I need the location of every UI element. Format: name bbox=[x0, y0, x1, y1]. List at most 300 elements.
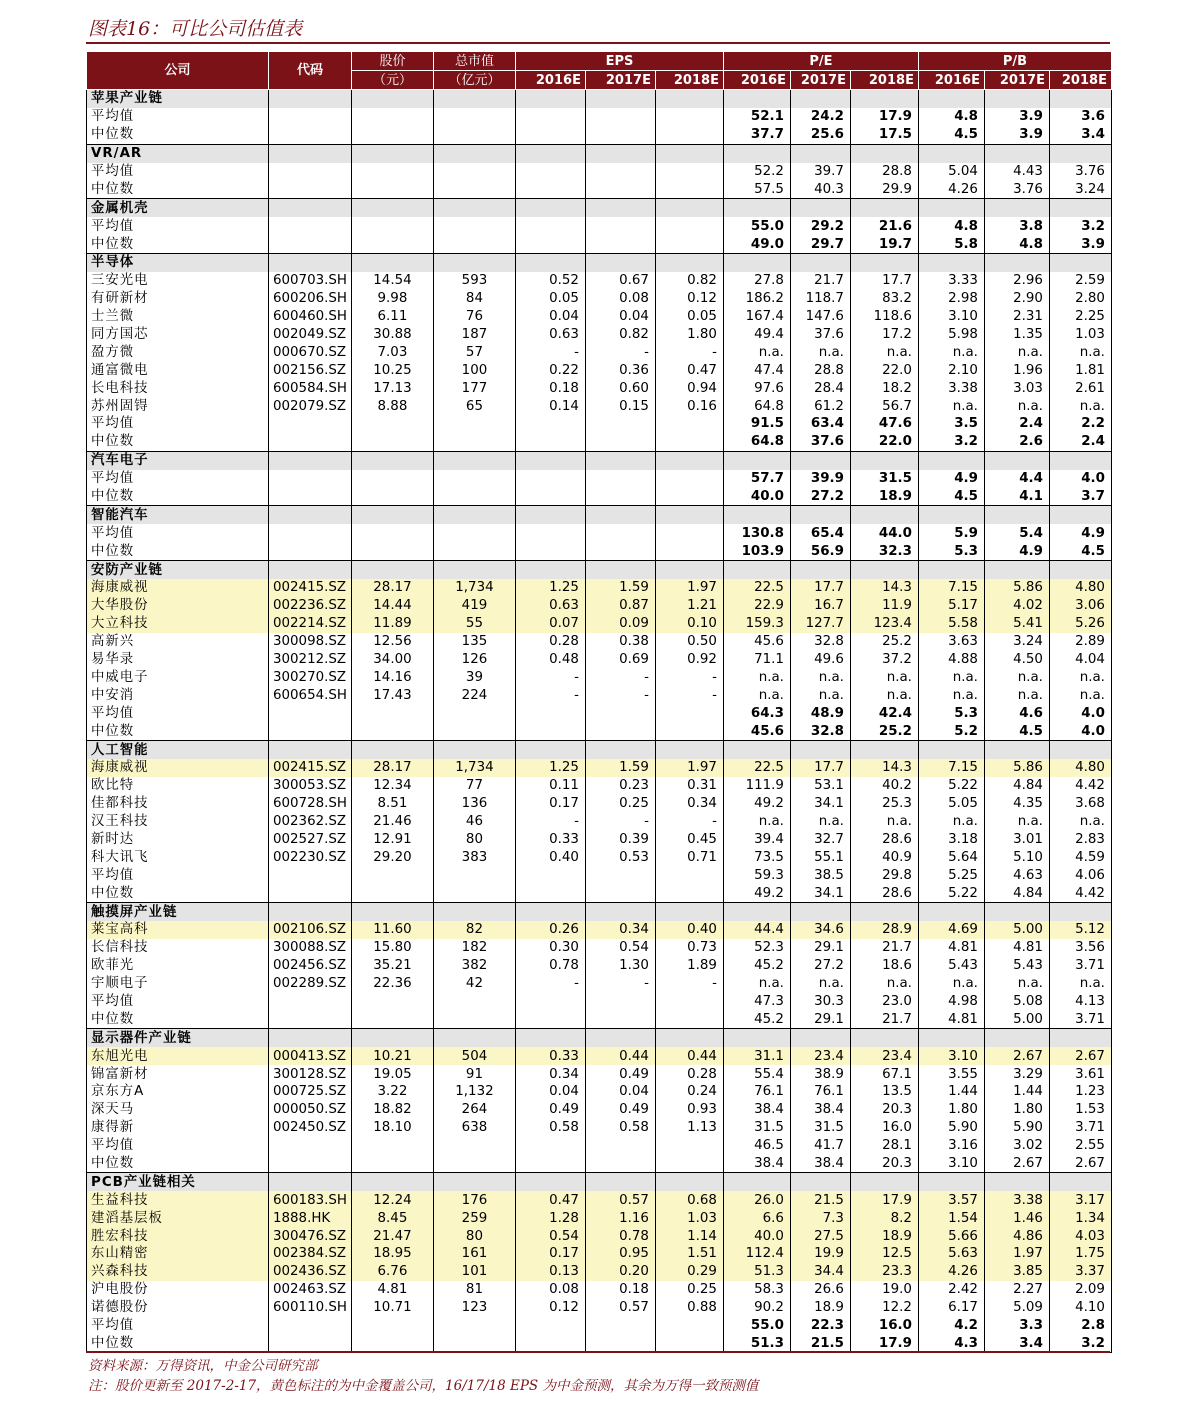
value-cell: 1.59 bbox=[585, 759, 655, 777]
value-cell: 177 bbox=[433, 379, 515, 397]
value-cell: 0.78 bbox=[515, 957, 585, 975]
value-cell bbox=[585, 180, 655, 198]
value-cell: 4.02 bbox=[984, 597, 1049, 615]
header-year: 2018E bbox=[850, 71, 918, 90]
company-name: 中位数 bbox=[87, 1334, 269, 1352]
value-cell: 31.1 bbox=[723, 1047, 790, 1065]
empty-cell bbox=[515, 254, 585, 272]
value-cell: 1.97 bbox=[655, 759, 723, 777]
empty-cell bbox=[515, 903, 585, 921]
value-cell: 1.54 bbox=[918, 1209, 984, 1227]
table-row bbox=[87, 1191, 1112, 1209]
empty-cell bbox=[1049, 903, 1111, 921]
value-cell: 0.82 bbox=[585, 326, 655, 344]
value-cell: 7.15 bbox=[918, 759, 984, 777]
value-cell: 4.5 bbox=[918, 126, 984, 144]
value-cell: - bbox=[655, 669, 723, 687]
ticker-code: 600110.SH bbox=[269, 1299, 352, 1317]
value-cell: 0.87 bbox=[585, 597, 655, 615]
value-cell: 0.04 bbox=[515, 1083, 585, 1101]
table-row bbox=[87, 939, 1112, 957]
value-cell: 0.54 bbox=[515, 1227, 585, 1245]
value-cell bbox=[433, 866, 515, 884]
value-cell bbox=[585, 470, 655, 488]
value-cell: 39.9 bbox=[790, 470, 850, 488]
value-cell: 6.11 bbox=[351, 308, 433, 326]
value-cell: 4.81 bbox=[351, 1281, 433, 1299]
value-cell bbox=[585, 163, 655, 181]
value-cell: 2.67 bbox=[1049, 1047, 1111, 1065]
empty-cell bbox=[515, 741, 585, 759]
value-cell: 12.5 bbox=[850, 1245, 918, 1263]
company-name: 盈方微 bbox=[87, 343, 269, 361]
value-cell bbox=[655, 433, 723, 451]
value-cell: 4.9 bbox=[984, 542, 1049, 560]
value-cell: 2.55 bbox=[1049, 1137, 1111, 1155]
value-cell: 382 bbox=[433, 957, 515, 975]
value-cell bbox=[585, 722, 655, 740]
value-cell: 4.3 bbox=[918, 1334, 984, 1352]
table-row bbox=[87, 1209, 1112, 1227]
value-cell: 5.3 bbox=[918, 704, 984, 722]
value-cell: 10.25 bbox=[351, 361, 433, 379]
value-cell: 57.7 bbox=[723, 470, 790, 488]
value-cell: 0.17 bbox=[515, 1245, 585, 1263]
value-cell: 45.2 bbox=[723, 957, 790, 975]
value-cell: 21.47 bbox=[351, 1227, 433, 1245]
value-cell: 25.6 bbox=[790, 126, 850, 144]
table-row bbox=[87, 1101, 1112, 1119]
value-cell bbox=[351, 884, 433, 902]
value-cell: 18.9 bbox=[790, 1299, 850, 1317]
table-row bbox=[87, 433, 1112, 451]
header-year: 2016E bbox=[515, 71, 585, 90]
value-cell: 0.28 bbox=[655, 1065, 723, 1083]
value-cell: 76.1 bbox=[723, 1083, 790, 1101]
value-cell: 1.44 bbox=[918, 1083, 984, 1101]
empty-cell bbox=[433, 1029, 515, 1047]
value-cell: 0.29 bbox=[655, 1263, 723, 1281]
value-cell: 77 bbox=[433, 777, 515, 795]
table-row bbox=[87, 1299, 1112, 1317]
value-cell: 4.5 bbox=[1049, 542, 1111, 560]
empty-cell bbox=[723, 451, 790, 469]
header-company: 公司 bbox=[87, 52, 269, 90]
value-cell: 0.60 bbox=[585, 379, 655, 397]
value-cell: 49.4 bbox=[723, 326, 790, 344]
value-cell: 44.4 bbox=[723, 921, 790, 939]
value-cell: 52.1 bbox=[723, 108, 790, 126]
empty-cell bbox=[515, 561, 585, 579]
empty-cell bbox=[1049, 254, 1111, 272]
company-name: 中位数 bbox=[87, 542, 269, 560]
table-row bbox=[87, 415, 1112, 433]
table-row bbox=[87, 1083, 1112, 1101]
value-cell: 0.28 bbox=[515, 633, 585, 651]
value-cell: 3.7 bbox=[1049, 488, 1111, 506]
value-cell: 22.0 bbox=[850, 361, 918, 379]
section-name: 安防产业链 bbox=[87, 561, 269, 579]
value-cell: 224 bbox=[433, 686, 515, 704]
value-cell: 29.20 bbox=[351, 848, 433, 866]
company-name: 东旭光电 bbox=[87, 1047, 269, 1065]
value-cell: 14.16 bbox=[351, 669, 433, 687]
value-cell: 5.86 bbox=[984, 759, 1049, 777]
header-mktcap-unit: （亿元） bbox=[433, 71, 515, 90]
ticker-code: 002079.SZ bbox=[269, 397, 352, 415]
value-cell bbox=[655, 542, 723, 560]
value-cell: 4.0 bbox=[1049, 704, 1111, 722]
value-cell: 21.7 bbox=[850, 1010, 918, 1028]
value-cell: 0.04 bbox=[585, 308, 655, 326]
value-cell: 5.05 bbox=[918, 795, 984, 813]
empty-cell bbox=[269, 254, 352, 272]
value-cell: 0.49 bbox=[585, 1101, 655, 1119]
value-cell bbox=[433, 217, 515, 235]
company-name: 平均值 bbox=[87, 1317, 269, 1335]
value-cell: 1.46 bbox=[984, 1209, 1049, 1227]
value-cell bbox=[655, 488, 723, 506]
company-name: 中位数 bbox=[87, 235, 269, 253]
company-name: 中威电子 bbox=[87, 669, 269, 687]
value-cell: 67.1 bbox=[850, 1065, 918, 1083]
value-cell: n.a. bbox=[790, 975, 850, 993]
value-cell: 81 bbox=[433, 1281, 515, 1299]
value-cell: 55.1 bbox=[790, 848, 850, 866]
value-cell: 4.69 bbox=[918, 921, 984, 939]
value-cell: 176 bbox=[433, 1191, 515, 1209]
value-cell: 5.4 bbox=[984, 524, 1049, 542]
value-cell: 0.20 bbox=[585, 1263, 655, 1281]
company-name: 诺德股份 bbox=[87, 1299, 269, 1317]
value-cell: 0.57 bbox=[585, 1299, 655, 1317]
table-row bbox=[87, 579, 1112, 597]
empty-cell bbox=[850, 199, 918, 217]
value-cell: 17.43 bbox=[351, 686, 433, 704]
ticker-code bbox=[269, 488, 352, 506]
value-cell: 2.27 bbox=[984, 1281, 1049, 1299]
ticker-code: 300053.SZ bbox=[269, 777, 352, 795]
value-cell bbox=[655, 1010, 723, 1028]
value-cell: 0.30 bbox=[515, 939, 585, 957]
value-cell: 12.34 bbox=[351, 777, 433, 795]
ticker-code: 600206.SH bbox=[269, 290, 352, 308]
company-name: 高新兴 bbox=[87, 633, 269, 651]
empty-cell bbox=[433, 1173, 515, 1191]
value-cell bbox=[585, 1155, 655, 1173]
value-cell: 264 bbox=[433, 1101, 515, 1119]
company-name: 佳都科技 bbox=[87, 795, 269, 813]
value-cell: - bbox=[585, 686, 655, 704]
value-cell bbox=[515, 235, 585, 253]
value-cell: 130.8 bbox=[723, 524, 790, 542]
company-name: 中位数 bbox=[87, 1010, 269, 1028]
table-row bbox=[87, 759, 1112, 777]
footnotes bbox=[88, 1356, 758, 1396]
value-cell: 383 bbox=[433, 848, 515, 866]
value-cell: 21.5 bbox=[790, 1334, 850, 1352]
value-cell: 0.71 bbox=[655, 848, 723, 866]
value-cell: 76 bbox=[433, 308, 515, 326]
value-cell: 55.0 bbox=[723, 1317, 790, 1335]
table-row bbox=[87, 686, 1112, 704]
table-row bbox=[87, 1119, 1112, 1137]
value-cell: 34.1 bbox=[790, 795, 850, 813]
header-year: 2017E bbox=[984, 71, 1049, 90]
value-cell: 31.5 bbox=[723, 1119, 790, 1137]
value-cell: n.a. bbox=[790, 669, 850, 687]
value-cell: 5.3 bbox=[918, 542, 984, 560]
value-cell bbox=[433, 235, 515, 253]
value-cell: 35.21 bbox=[351, 957, 433, 975]
value-cell: 1,132 bbox=[433, 1083, 515, 1101]
value-cell bbox=[585, 1317, 655, 1335]
value-cell bbox=[655, 1137, 723, 1155]
empty-cell bbox=[433, 561, 515, 579]
value-cell: 4.0 bbox=[1049, 722, 1111, 740]
table-row bbox=[87, 290, 1112, 308]
value-cell bbox=[351, 1317, 433, 1335]
value-cell: 0.95 bbox=[585, 1245, 655, 1263]
value-cell: 3.76 bbox=[1049, 163, 1111, 181]
value-cell bbox=[433, 126, 515, 144]
value-cell: 31.5 bbox=[790, 1119, 850, 1137]
company-name: 中安消 bbox=[87, 686, 269, 704]
value-cell: n.a. bbox=[1049, 975, 1111, 993]
value-cell: 3.38 bbox=[918, 379, 984, 397]
empty-cell bbox=[790, 1173, 850, 1191]
value-cell: 27.2 bbox=[790, 957, 850, 975]
ticker-code bbox=[269, 217, 352, 235]
value-cell: 58.3 bbox=[723, 1281, 790, 1299]
value-cell: 55.4 bbox=[723, 1065, 790, 1083]
value-cell bbox=[351, 1137, 433, 1155]
empty-cell bbox=[850, 144, 918, 162]
value-cell: n.a. bbox=[984, 669, 1049, 687]
company-name: 宇顺电子 bbox=[87, 975, 269, 993]
section-header-row bbox=[87, 561, 1112, 579]
table-row bbox=[87, 326, 1112, 344]
value-cell: 21.7 bbox=[790, 272, 850, 290]
empty-cell bbox=[655, 1173, 723, 1191]
value-cell bbox=[433, 884, 515, 902]
value-cell: 29.2 bbox=[790, 217, 850, 235]
value-cell: 1.23 bbox=[1049, 1083, 1111, 1101]
value-cell bbox=[433, 1317, 515, 1335]
empty-cell bbox=[585, 199, 655, 217]
value-cell: 31.5 bbox=[850, 470, 918, 488]
value-cell: 24.2 bbox=[790, 108, 850, 126]
empty-cell bbox=[984, 451, 1049, 469]
value-cell: 46.5 bbox=[723, 1137, 790, 1155]
empty-cell bbox=[790, 90, 850, 108]
value-cell: 32.8 bbox=[790, 722, 850, 740]
value-cell: 0.40 bbox=[515, 848, 585, 866]
value-cell: 5.8 bbox=[918, 235, 984, 253]
value-cell: 17.9 bbox=[850, 108, 918, 126]
value-cell: 3.2 bbox=[1049, 1334, 1111, 1352]
ticker-code bbox=[269, 542, 352, 560]
value-cell bbox=[515, 163, 585, 181]
value-cell: 0.12 bbox=[655, 290, 723, 308]
section-header-row bbox=[87, 90, 1112, 108]
value-cell: 4.81 bbox=[918, 1010, 984, 1028]
remark-note: 注：股价更新至 2017-2-17，黄色标注的为中金覆盖公司，16/17/18 EPS 为中金预测，其余为万得一致预测值 bbox=[88, 1378, 759, 1394]
value-cell: 22.36 bbox=[351, 975, 433, 993]
value-cell: 76.1 bbox=[790, 1083, 850, 1101]
value-cell: 4.50 bbox=[984, 651, 1049, 669]
value-cell bbox=[585, 433, 655, 451]
value-cell: 4.8 bbox=[984, 235, 1049, 253]
value-cell: 5.90 bbox=[918, 1119, 984, 1137]
value-cell: 18.82 bbox=[351, 1101, 433, 1119]
value-cell: n.a. bbox=[850, 686, 918, 704]
company-name: 中位数 bbox=[87, 884, 269, 902]
value-cell bbox=[655, 470, 723, 488]
value-cell: n.a. bbox=[984, 813, 1049, 831]
value-cell: 42.4 bbox=[850, 704, 918, 722]
value-cell: 47.4 bbox=[723, 361, 790, 379]
value-cell: 5.12 bbox=[1049, 921, 1111, 939]
value-cell: 9.98 bbox=[351, 290, 433, 308]
value-cell bbox=[655, 993, 723, 1011]
value-cell: 0.68 bbox=[655, 1191, 723, 1209]
value-cell: 4.63 bbox=[984, 866, 1049, 884]
table-body bbox=[87, 90, 1112, 1353]
value-cell: 11.89 bbox=[351, 615, 433, 633]
empty-cell bbox=[790, 1029, 850, 1047]
value-cell: n.a. bbox=[850, 669, 918, 687]
value-cell: 64.8 bbox=[723, 397, 790, 415]
value-cell: 4.42 bbox=[1049, 884, 1111, 902]
ticker-code: 002230.SZ bbox=[269, 848, 352, 866]
value-cell: 4.1 bbox=[984, 488, 1049, 506]
empty-cell bbox=[433, 90, 515, 108]
empty-cell bbox=[850, 90, 918, 108]
value-cell: 3.18 bbox=[918, 831, 984, 849]
empty-cell bbox=[269, 1029, 352, 1047]
value-cell: 5.26 bbox=[1049, 615, 1111, 633]
top-rule bbox=[86, 42, 1110, 44]
value-cell: 2.67 bbox=[984, 1155, 1049, 1173]
header-year: 2018E bbox=[1049, 71, 1111, 90]
header-year: 2016E bbox=[918, 71, 984, 90]
value-cell: - bbox=[585, 813, 655, 831]
empty-cell bbox=[655, 1029, 723, 1047]
company-name: 京东方A bbox=[87, 1083, 269, 1101]
value-cell: n.a. bbox=[918, 686, 984, 704]
value-cell: n.a. bbox=[723, 813, 790, 831]
value-cell: 4.0 bbox=[1049, 470, 1111, 488]
value-cell: 0.53 bbox=[585, 848, 655, 866]
value-cell: 111.9 bbox=[723, 777, 790, 795]
company-name: 康得新 bbox=[87, 1119, 269, 1137]
value-cell: 80 bbox=[433, 831, 515, 849]
value-cell: 45.6 bbox=[723, 722, 790, 740]
value-cell: 2.89 bbox=[1049, 633, 1111, 651]
value-cell: 23.4 bbox=[790, 1047, 850, 1065]
value-cell: 3.71 bbox=[1049, 957, 1111, 975]
value-cell: 5.08 bbox=[984, 993, 1049, 1011]
value-cell bbox=[655, 884, 723, 902]
value-cell: 46 bbox=[433, 813, 515, 831]
value-cell: n.a. bbox=[918, 669, 984, 687]
value-cell: 3.10 bbox=[918, 308, 984, 326]
company-name: 平均值 bbox=[87, 470, 269, 488]
empty-cell bbox=[723, 903, 790, 921]
value-cell: 0.23 bbox=[585, 777, 655, 795]
ticker-code: 000050.SZ bbox=[269, 1101, 352, 1119]
value-cell: 32.3 bbox=[850, 542, 918, 560]
bottom-rule bbox=[86, 1351, 1110, 1353]
value-cell: 55.0 bbox=[723, 217, 790, 235]
value-cell bbox=[433, 1137, 515, 1155]
empty-cell bbox=[850, 1173, 918, 1191]
value-cell: 7.3 bbox=[790, 1209, 850, 1227]
value-cell: 638 bbox=[433, 1119, 515, 1137]
company-name: 海康威视 bbox=[87, 579, 269, 597]
value-cell: 1.34 bbox=[1049, 1209, 1111, 1227]
value-cell bbox=[585, 488, 655, 506]
header-pe: P/E bbox=[723, 52, 918, 71]
value-cell: 29.7 bbox=[790, 235, 850, 253]
value-cell: 0.58 bbox=[585, 1119, 655, 1137]
empty-cell bbox=[585, 254, 655, 272]
value-cell: 3.9 bbox=[984, 108, 1049, 126]
empty-cell bbox=[918, 451, 984, 469]
valuation-table bbox=[86, 51, 1112, 1353]
ticker-code: 002214.SZ bbox=[269, 615, 352, 633]
value-cell: 3.2 bbox=[1049, 217, 1111, 235]
value-cell: 19.0 bbox=[850, 1281, 918, 1299]
value-cell: 0.49 bbox=[515, 1101, 585, 1119]
value-cell: 22.3 bbox=[790, 1317, 850, 1335]
value-cell: 0.88 bbox=[655, 1299, 723, 1317]
value-cell: 0.78 bbox=[585, 1227, 655, 1245]
empty-cell bbox=[515, 90, 585, 108]
table-row bbox=[87, 470, 1112, 488]
table-row bbox=[87, 397, 1112, 415]
value-cell: 101 bbox=[433, 1263, 515, 1281]
value-cell: 0.40 bbox=[655, 921, 723, 939]
company-name: 欧菲光 bbox=[87, 957, 269, 975]
value-cell: - bbox=[515, 813, 585, 831]
value-cell: 37.7 bbox=[723, 126, 790, 144]
table-row bbox=[87, 813, 1112, 831]
value-cell bbox=[433, 993, 515, 1011]
value-cell: 39.7 bbox=[790, 163, 850, 181]
empty-cell bbox=[984, 561, 1049, 579]
empty-cell bbox=[515, 199, 585, 217]
value-cell: - bbox=[515, 669, 585, 687]
value-cell: 61.2 bbox=[790, 397, 850, 415]
value-cell: 1.97 bbox=[984, 1245, 1049, 1263]
empty-cell bbox=[433, 254, 515, 272]
value-cell: 28.8 bbox=[850, 163, 918, 181]
value-cell: 32.7 bbox=[790, 831, 850, 849]
ticker-code bbox=[269, 524, 352, 542]
value-cell: 47.3 bbox=[723, 993, 790, 1011]
value-cell: 34.1 bbox=[790, 884, 850, 902]
empty-cell bbox=[585, 144, 655, 162]
value-cell: 65 bbox=[433, 397, 515, 415]
value-cell: 0.52 bbox=[515, 272, 585, 290]
empty-cell bbox=[918, 254, 984, 272]
section-name: 触摸屏产业链 bbox=[87, 903, 269, 921]
value-cell: 51.3 bbox=[723, 1263, 790, 1281]
table-row bbox=[87, 343, 1112, 361]
value-cell: 28.17 bbox=[351, 759, 433, 777]
